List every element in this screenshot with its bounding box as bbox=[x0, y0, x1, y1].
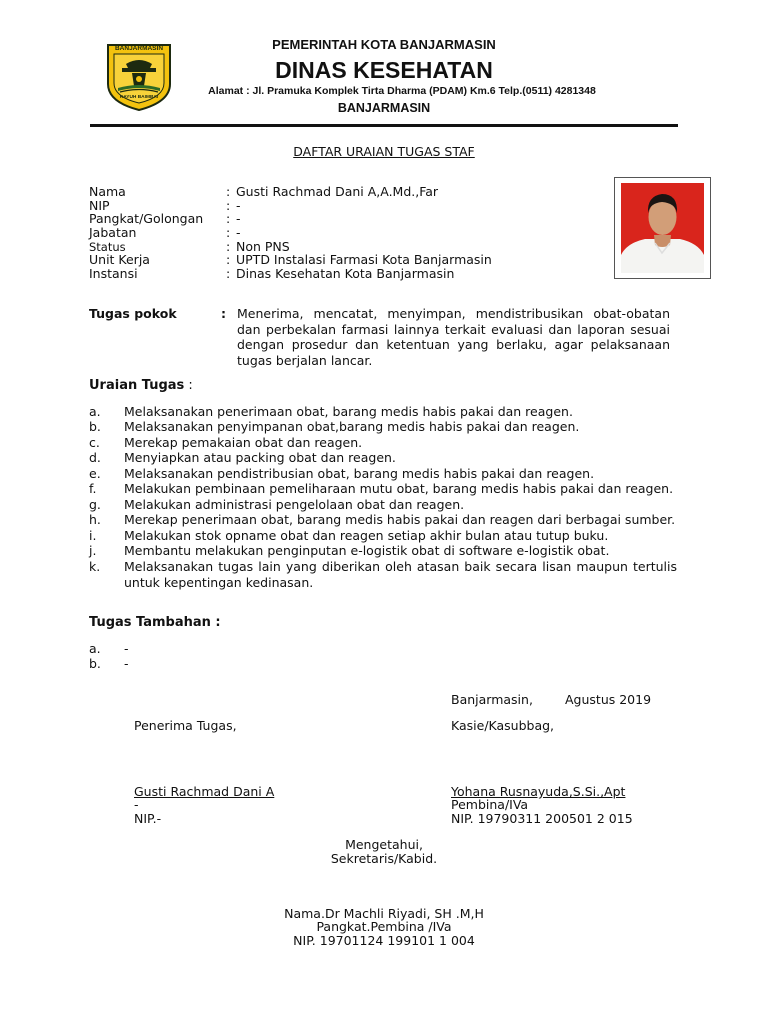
identity-row bbox=[89, 185, 438, 199]
identity-label: Pangkat/Golongan bbox=[89, 211, 204, 226]
list-key: c. bbox=[89, 435, 100, 450]
colon: : bbox=[226, 239, 231, 254]
staff-photo bbox=[614, 177, 711, 279]
signature-place: Banjarmasin, bbox=[451, 692, 533, 707]
bottom-signer-rank: Pangkat.Pembina /IVa bbox=[316, 919, 452, 934]
identity-row bbox=[89, 253, 492, 267]
signature-date: Agustus 2019 bbox=[565, 692, 652, 707]
list-key: b. bbox=[89, 419, 101, 434]
list-text: Melakukan stok opname obat dan reagen setiap akhir bulan atau tutup buku. bbox=[124, 528, 609, 543]
right-signer-title: Kasie/Kasubbag, bbox=[451, 718, 555, 733]
bottom-signer-nip: NIP. 19701124 199101 1 004 bbox=[293, 933, 475, 948]
identity-value: - bbox=[236, 211, 241, 226]
list-key: f. bbox=[89, 481, 97, 496]
colon: : bbox=[226, 211, 231, 226]
left-signer-nip: NIP.- bbox=[134, 811, 162, 826]
logo-top-text: BANJARMASIN bbox=[114, 45, 164, 52]
identity-label: Jabatan bbox=[89, 225, 137, 240]
uraian-heading bbox=[89, 378, 193, 393]
list-key: e. bbox=[89, 466, 101, 481]
list-text: Melakukan administrasi pengelolaan obat dan reagen. bbox=[124, 497, 465, 512]
identity-value: Non PNS bbox=[236, 239, 290, 254]
acknowledge-line2: Sekretaris/Kabid. bbox=[330, 851, 438, 866]
list-key: b. bbox=[89, 656, 101, 671]
identity-label: Instansi bbox=[89, 266, 138, 281]
uraian-heading-label: Uraian Tugas bbox=[89, 378, 185, 393]
identity-row bbox=[89, 267, 454, 281]
uraian-heading-suffix: : bbox=[184, 378, 193, 393]
bottom-signer-name: Nama.Dr Machli Riyadi, SH .M,H bbox=[284, 906, 484, 921]
identity-value: Dinas Kesehatan Kota Banjarmasin bbox=[236, 266, 455, 281]
colon: : bbox=[226, 252, 231, 267]
right-signer-rank: Pembina/IVa bbox=[451, 797, 529, 812]
header-line1: PEMERINTAH KOTA BANJARMASIN bbox=[272, 37, 496, 52]
identity-label: NIP bbox=[89, 198, 110, 213]
colon: : bbox=[226, 184, 231, 199]
list-key: g. bbox=[89, 497, 101, 512]
logo-bottom-text: KAYUH BAIMBAI bbox=[119, 95, 159, 100]
list-key: h. bbox=[89, 512, 101, 527]
list-text: Melaksanakan tugas lain yang diberikan oleh atasan baik secara lisan maupun tertulis untuk kepentingan kedinasan. bbox=[124, 559, 677, 590]
list-text: Melaksanakan penyimpanan obat,barang medis habis pakai dan reagen. bbox=[124, 419, 580, 434]
list-text: Membantu melakukan penginputan e-logistik obat di software e-logistik obat. bbox=[124, 543, 610, 558]
identity-row bbox=[89, 212, 241, 226]
acknowledge-line1: Mengetahui, bbox=[345, 837, 423, 852]
colon: : bbox=[226, 225, 231, 240]
list-key: a. bbox=[89, 641, 101, 656]
header-city: BANJARMASIN bbox=[337, 101, 431, 115]
list-key: i. bbox=[89, 528, 97, 543]
identity-value: - bbox=[236, 198, 241, 213]
identity-label: Unit Kerja bbox=[89, 252, 150, 267]
header-divider bbox=[90, 124, 678, 127]
identity-value: UPTD Instalasi Farmasi Kota Banjarmasin bbox=[236, 252, 492, 267]
left-signer-rank: - bbox=[134, 797, 139, 812]
list-text: Melaksanakan penerimaan obat, barang medis habis pakai dan reagen. bbox=[124, 404, 573, 419]
left-signer-title: Penerima Tugas, bbox=[134, 718, 237, 733]
list-text: Melaksanakan pendistribusian obat, barang medis habis pakai dan reagen. bbox=[124, 466, 595, 481]
list-text: Merekap pemakaian obat dan reagen. bbox=[124, 435, 363, 450]
identity-label: Status bbox=[89, 240, 126, 254]
list-text: Melakukan pembinaan pemeliharaan mutu obat, barang medis habis pakai dan reagen. bbox=[124, 481, 674, 496]
tugas-pokok-label: Tugas pokok bbox=[89, 306, 177, 321]
identity-row bbox=[89, 226, 241, 240]
list-key: d. bbox=[89, 450, 101, 465]
header-address: Alamat : Jl. Pramuka Komplek Tirta Dharma (PDAM) Km.6 Telp.(0511) 4281348 bbox=[208, 85, 596, 97]
colon: : bbox=[226, 198, 231, 213]
list-text: - bbox=[124, 656, 129, 671]
right-signer-name: Yohana Rusnayuda,S.Si.,Apt bbox=[451, 784, 626, 799]
colon: : bbox=[226, 266, 231, 281]
document-title: DAFTAR URAIAN TUGAS STAF bbox=[293, 144, 475, 159]
tambahan-heading: Tugas Tambahan : bbox=[89, 615, 221, 630]
tugas-pokok-text: Menerima, mencatat, menyimpan, mendistribusikan obat-obatan dan perbekalan farmasi lainnya terkait evaluasi dan laporan sesuai dengan prosedur dan ketentuan yang berlaku, agar pelaksanaan tugas berjalan lancar. bbox=[237, 306, 670, 368]
government-logo bbox=[102, 42, 176, 112]
list-key: j. bbox=[89, 543, 97, 558]
identity-value: - bbox=[236, 225, 241, 240]
tugas-pokok-colon: : bbox=[221, 306, 226, 321]
list-text: - bbox=[124, 641, 129, 656]
left-signer-name: Gusti Rachmad Dani A bbox=[134, 784, 275, 799]
list-key: a. bbox=[89, 404, 101, 419]
header-agency: DINAS KESEHATAN bbox=[275, 57, 493, 83]
right-signer-nip: NIP. 19790311 200501 2 015 bbox=[451, 811, 633, 826]
list-key: k. bbox=[89, 559, 101, 574]
list-text: Merekap penerimaan obat, barang medis habis pakai dan reagen dari berbagai sumber. bbox=[124, 512, 676, 527]
identity-value: Gusti Rachmad Dani A,A.Md.,Far bbox=[236, 184, 439, 199]
identity-label: Nama bbox=[89, 184, 126, 199]
list-text: Menyiapkan atau packing obat dan reagen. bbox=[124, 450, 396, 465]
